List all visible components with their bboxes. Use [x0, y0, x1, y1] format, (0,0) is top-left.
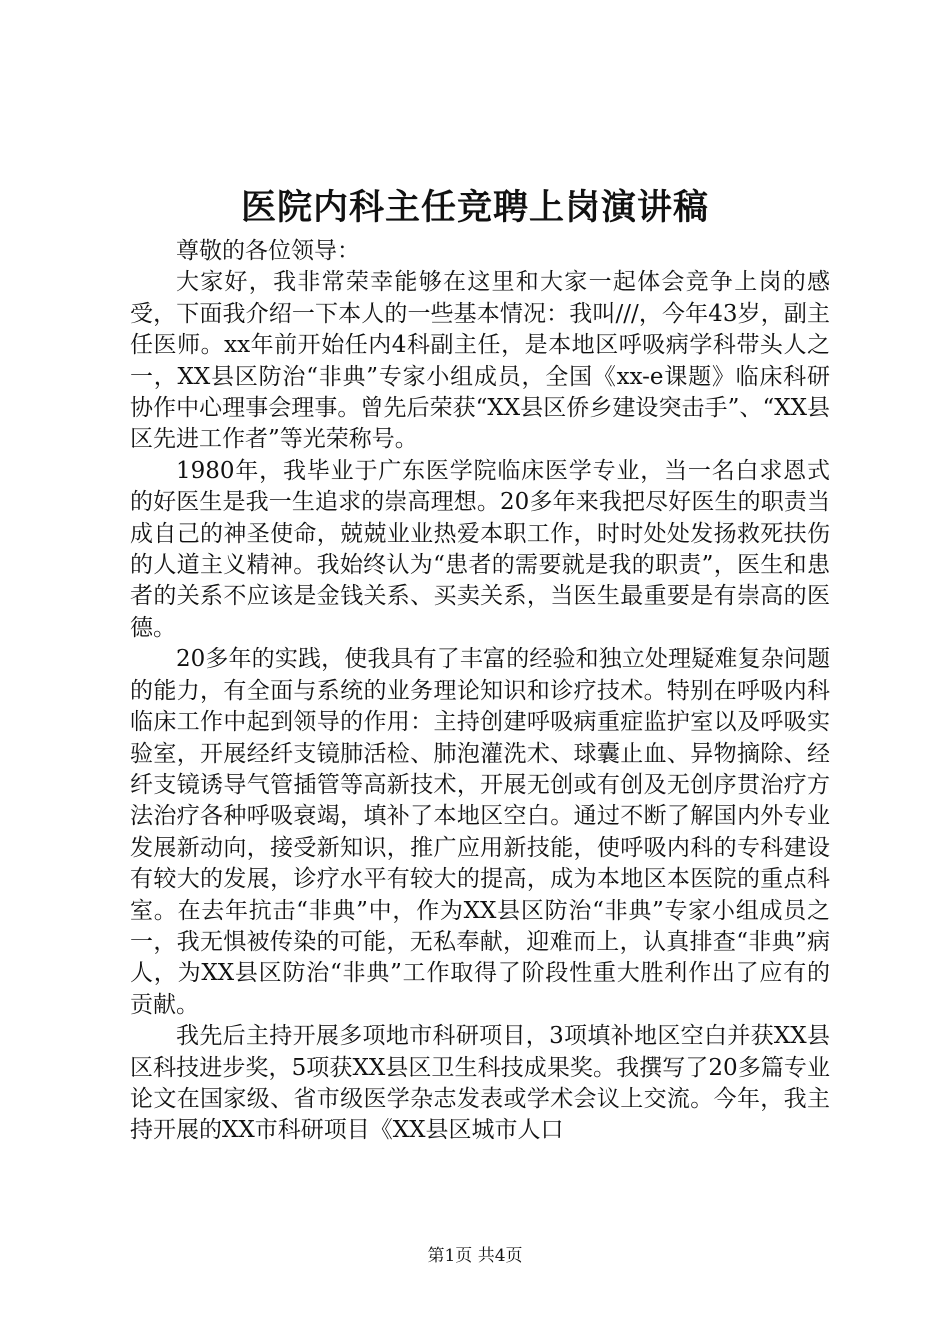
- paragraph-research: 我先后主持开展多项地市科研项目，3项填补地区空白并获XX县区科技进步奖，5项获XX县区卫生科技成果奖。我撰写了20多篇专业论文在国家级、省市级医学杂志发表或学术会议上交流。今年，我主持开展的XX市科研项目《XX县区城市人口: [130, 1023, 830, 1144]
- paragraph-intro: 大家好，我非常荣幸能够在这里和大家一起体会竞争上岗的感受，下面我介绍一下本人的一些基本情况：我叫///，今年43岁，副主任医师。xx年前开始任内4科副主任，是本地区呼吸病学科带头人之一，XX县区防治“非典”专家小组成员，全国《xx-e课题》临床科研协作中心理事会理事。曾先后荣获“XX县区侨乡建设突击手”、“XX县区先进工作者”等光荣称号。: [130, 269, 830, 453]
- document-title: 医院内科主任竞聘上岗演讲稿: [240, 187, 709, 228]
- document-body: [130, 236, 830, 1147]
- paragraph-education: 1980年，我毕业于广东医学院临床医学专业，当一名白求恩式的好医生是我一生追求的崇高理想。20多年来我把尽好医生的职责当成自己的神圣使命，兢兢业业热爱本职工作，时时处处发扬救死扶伤的人道主义精神。我始终认为“患者的需要就是我的职责”，医生和患者的关系不应该是金钱关系、买卖关系，当医生最重要是有崇高的医德。: [130, 457, 830, 641]
- paragraph-experience: 20多年的实践，使我具有了丰富的经验和独立处理疑难复杂问题的能力，有全面与系统的业务理论知识和诊疗技术。特别在呼吸内科临床工作中起到领导的作用：主持创建呼吸病重症监护室以及呼吸实验室，开展经纤支镜肺活检、肺泡灌洗术、球囊止血、异物摘除、经纤支镜诱导气管插管等高新技术，开展无创或有创及无创序贯治疗方法治疗各种呼吸衰竭，填补了本地区空白。通过不断了解国内外专业发展新动向，接受新知识，推广应用新技能，使呼吸内科的专科建设有较大的发展，诊疗水平有较大的提高，成为本地区本医院的重点科室。在去年抗击“非典”中，作为XX县区防治“非典”专家小组成员之一，我无惧被传染的可能，无私奉献，迎难而上，认真排查“非典”病人，为XX县区防治“非典”工作取得了阶段性重大胜利作出了应有的贡献。: [130, 646, 830, 1018]
- page-footer: 第1页 共4页: [427, 1246, 523, 1266]
- salutation: 尊敬的各位领导：: [176, 238, 360, 264]
